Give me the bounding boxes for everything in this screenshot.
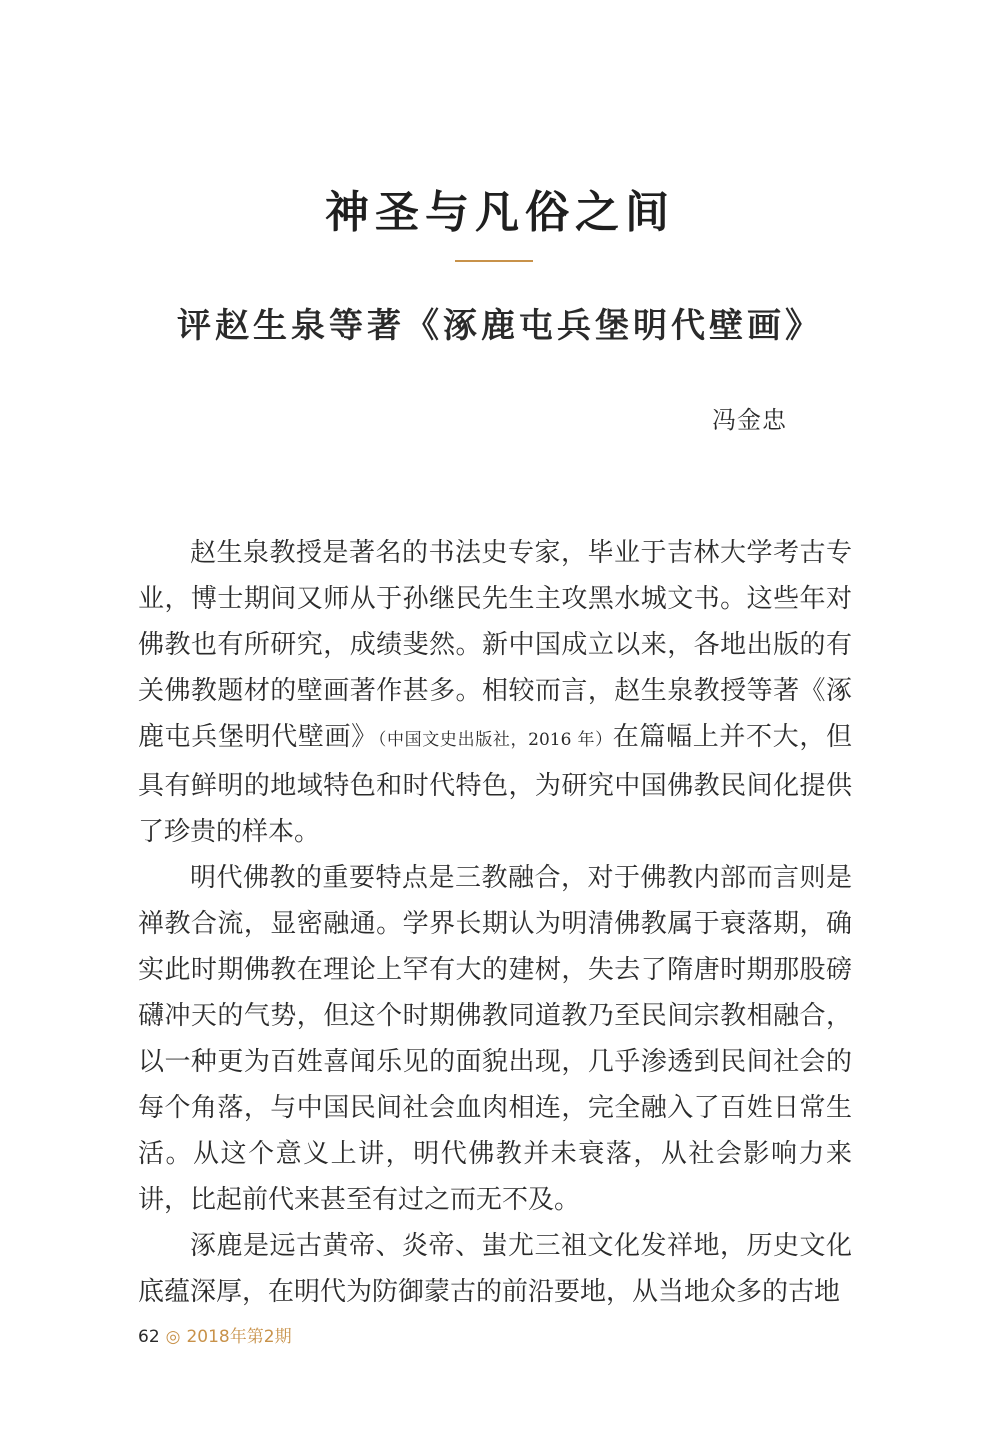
issue-label: 2018年第2期 [186, 1327, 292, 1347]
publication-note: （中国文史出版社，2016 年） [377, 730, 613, 750]
article-subtitle: 评赵生泉等著《涿鹿屯兵堡明代壁画》 [177, 306, 823, 346]
paragraph-1-text-before: 赵生泉教授是著名的书法史专家，毕业于吉林大学考古专业，博士期间又师从于孙继民先生主攻黑水城文书。这些年对佛教也有所研究，成绩斐然。新中国成立以来，各地出版的有关佛教题材的壁画著作甚多。相较而言，赵生泉教授等著《涿鹿屯兵堡明代壁画》 [138, 538, 852, 752]
paragraph-1 [138, 530, 852, 855]
paragraph-2: 明代佛教的重要特点是三教融合，对于佛教内部而言则是禅教合流，显密融通。学界长期认为明清佛教属于衰落期，确实此时期佛教在理论上罕有大的建树，失去了隋唐时期那股磅礴冲天的气势，但这个时期佛教同道教乃至民间宗教相融合，以一种更为百姓喜闻乐见的面貌出现，几乎渗透到民间社会的每个角落，与中国民间社会血肉相连，完全融入了百姓日常生活。从这个意义上讲，明代佛教并未衰落，从社会影响力来讲，比起前代来甚至有过之而无不及。 [138, 863, 852, 1215]
page-footer [138, 1322, 292, 1347]
article-author: 冯金忠 [712, 406, 787, 434]
article-body [138, 530, 852, 1315]
page-number: 62 [138, 1327, 160, 1347]
title-divider [455, 260, 533, 262]
footer-separator-icon: ◎ [165, 1327, 181, 1347]
paragraph-3: 涿鹿是远古黄帝、炎帝、蚩尤三祖文化发祥地，历史文化底蕴深厚，在明代为防御蒙古的前沿要地，从当地众多的古地 [138, 1231, 852, 1307]
paragraph-1-text-after: 在篇幅上并不大，但具有鲜明的地域特色和时代特色，为研究中国佛教民间化提供了珍贵的样本。 [138, 722, 852, 847]
article-title: 神圣与凡俗之间 [325, 187, 675, 238]
